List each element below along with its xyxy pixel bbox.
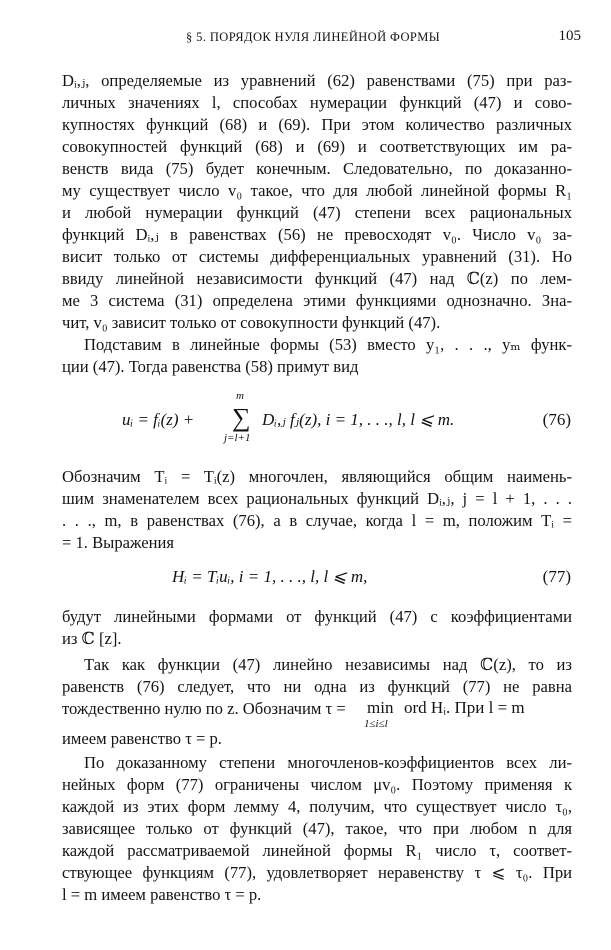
text-line: венств вида (75) будет конечным. Следовательно, по доказанно- [62,159,572,178]
running-header: § 5. ПОРЯДОК НУЛЯ ЛИНЕЙНОЙ ФОРМЫ [186,30,441,44]
text-line: Подставим в линейные формы (53) вместо y₁, . . ., yₘ функ- [84,335,572,354]
text-line: Dᵢ,ⱼ, определяемые из уравнений (62) равенствами (75) при раз- [62,71,572,90]
text-line: функций Dᵢ,ⱼ в равенствах (56) не превосходят v₀. Число v₀ за- [62,225,572,244]
text-line: шим знаменателем всех рациональных функций Dᵢ,ⱼ, j = l + 1, . . . [62,489,572,508]
text-line: из ℂ [z]. [62,629,122,648]
min-operator: min [367,698,394,717]
text-line: ствующее функциям (77), удовлетворяет неравенству τ ⩽ τ₀. При [62,863,572,882]
text-line: личных значениях l, способах нумерации функций (47) и сово- [62,93,572,112]
min-body: ord Hᵢ. При l = m [404,698,525,717]
eq76-sum-top: m [236,390,244,402]
text-line: имеем равенство τ = p. [62,729,222,748]
text-line: ввиду линейной независимости функций (47) над ℂ(z) по лем- [62,269,572,288]
text-line: совокупностей функций (68) и (69) и соответствующих им ра- [62,137,572,156]
text-line: ме 3 система (31) определена этими функциями однозначно. Зна- [62,291,572,310]
text-line: По доказанному степени многочленов-коэффициентов всех ли- [84,753,572,772]
text-line: купностях функций (68) и (69). При этом количество различных [62,115,572,134]
text-line: . . ., m, в равенствах (76), а в случае, когда l = m, положим Tᵢ = [62,511,572,530]
text-line: чит, v₀ зависит только от совокупности функций (47). [62,313,441,332]
eq77-body: Hᵢ = Tᵢuᵢ, i = 1, . . ., l, l ⩽ m, [172,567,368,586]
eq77-number: (77) [542,567,571,586]
text-line: му существует число v₀ такое, что для любой линейной формы R₁ [62,181,572,200]
eq76-left: uᵢ = fᵢ(z) + [122,410,195,429]
text-line: каждой рассматриваемой линейной формы R₁ число τ, соответ- [62,841,572,860]
text-line: Так как функции (47) линейно независимы над ℂ(z), то из [84,655,572,674]
text-line: нейных форм (77) ограничены числом μv₀. Поэтому применяя к [62,775,572,794]
text-line: висит только от системы дифференциальных уравнений (31). Но [62,247,572,266]
min-subscript: 1≤i≤l [364,718,388,730]
sum-sign-icon: ∑ [232,403,251,432]
text-line: зависящее только от функций (47), такое, что при любом n для [62,819,572,838]
text-line: ции (47). Тогда равенства (58) примут вид [62,357,359,376]
text-line: Обозначим Tᵢ = Tᵢ(z) многочлен, являющийся общим наимень- [62,467,572,486]
text-line: равенств (76) следует, что ни одна из функций (77) не равна [62,677,572,696]
text-line: каждой из этих форм лемму 4, получим, что существует число τ₀, [62,797,572,816]
text-line: будут линейными формами от функций (47) с коэффициентами [62,607,572,626]
page-number: 105 [558,28,581,44]
text-line: l = m имеем равенство τ = p. [62,885,262,904]
text-line: = 1. Выражения [62,533,174,552]
text-line: и любой нумерации функций (47) степени всех рациональных [62,203,572,222]
eq76-sum-bottom: j=l+1 [224,432,251,444]
eq76-right: Dᵢ,ⱼ fⱼ(z), i = 1, . . ., l, l ⩽ m. [262,410,455,429]
text-line: тождественно нулю по z. Обозначим τ = [62,699,346,718]
eq76-number: (76) [542,410,571,429]
